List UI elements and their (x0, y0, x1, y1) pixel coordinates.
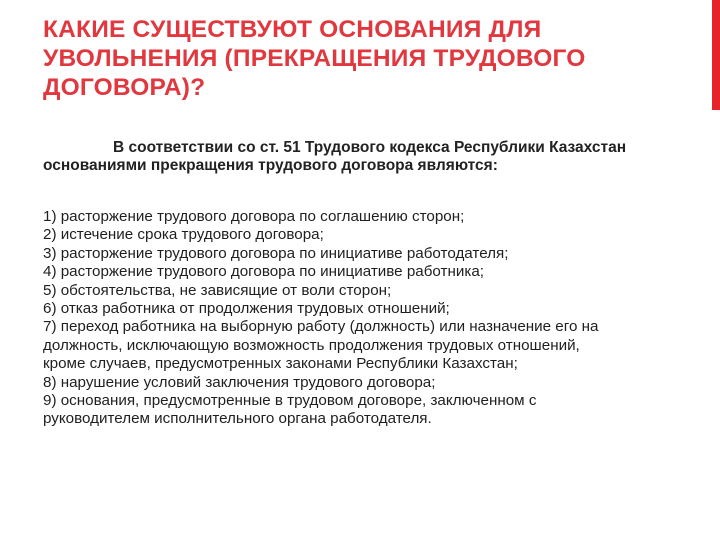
slide-title: КАКИЕ СУЩЕСТВУЮТ ОСНОВАНИЯ ДЛЯ УВОЛЬНЕНИЯ (ПРЕКРАЩЕНИЯ ТРУДОВОГО ДОГОВОРА)? (43, 16, 586, 101)
list-item: 1) расторжение трудового договора по соглашению сторон; (43, 208, 465, 225)
list-item: 8) нарушение условий заключения трудового договора; (43, 373, 436, 391)
reasons-list (43, 208, 603, 429)
intro-paragraph: В соответствии со ст. 51 Трудового кодекса Республики Казахстан основаниями прекращения трудового договора являются: (43, 139, 627, 174)
list-item: 6) отказ работника от продолжения трудовых отношений; (43, 300, 450, 318)
list-item: 2) истечение срока трудового договора; (43, 226, 324, 244)
list-item: 4) расторжение трудового договора по инициативе работника; (43, 263, 485, 281)
list-item: 9) основания, предусмотренные в трудовом договоре, заключенном с руководителем исполнительного органа работодателя. (43, 392, 537, 428)
list-item: 3) расторжение трудового договора по инициативе работодателя; (43, 244, 509, 262)
list-item: 5) обстоятельства, не зависящие от воли сторон; (43, 281, 392, 299)
accent-bar (712, 0, 720, 110)
list-item: 7) переход работника на выборную работу (должность) или назначение его на должность, исключающую возможность продолжения трудовых отношений, кроме случаев, предусмотренных законами Республики Казахстан; (43, 318, 599, 373)
